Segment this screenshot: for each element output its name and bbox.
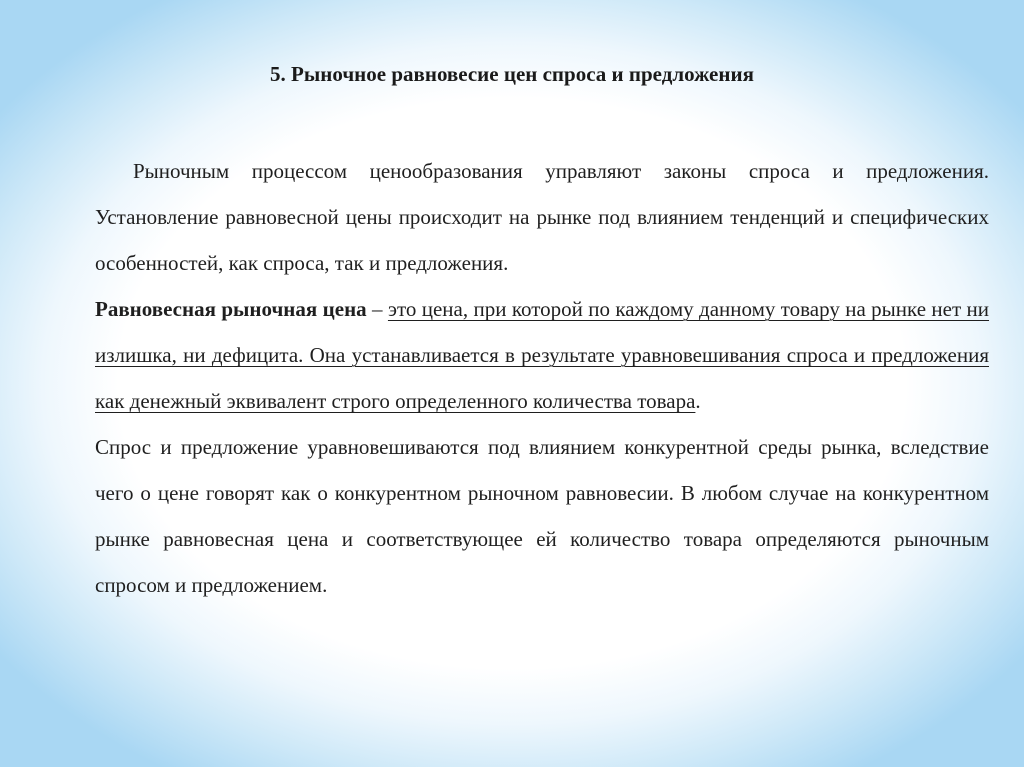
paragraph-competitive-equilibrium bbox=[95, 424, 989, 608]
definition-text: это цена, при которой по каждому данному товару на рынке нет ни излишка, ни дефицита. Она устанавливается в результате уравновешивания спроса и предложения как денежный эквивалент строго определенного количества товара bbox=[95, 297, 990, 413]
slide-title: 5. Рыночное равновесие цен спроса и предложения bbox=[270, 62, 754, 86]
paragraph-3-text: Спрос и предложение уравновешиваются под влиянием конкурентной среды рынка, вследствие чего о цене говорят как о конкурентном рыночном равновесии. В любом случае на конкурентном рынке равновесная цена и соответствующее ей количество товара определяются рыночным спросом и предложением. bbox=[95, 435, 989, 597]
paragraph-equilibrium-price-definition bbox=[95, 286, 989, 424]
slide-body bbox=[95, 148, 989, 608]
definition-end: . bbox=[695, 389, 701, 413]
paragraph-1-text: Рыночным процессом ценообразования управляют законы спроса и предложения. Установление равновесной цены происходит на рынке под влиянием тенденций и специфических особенностей, как спроса, так и предложения. bbox=[95, 159, 989, 275]
paragraph-market-pricing bbox=[95, 148, 989, 286]
term-equilibrium-price: Равновесная рыночная цена bbox=[95, 297, 367, 321]
term-dash: – bbox=[366, 297, 388, 321]
